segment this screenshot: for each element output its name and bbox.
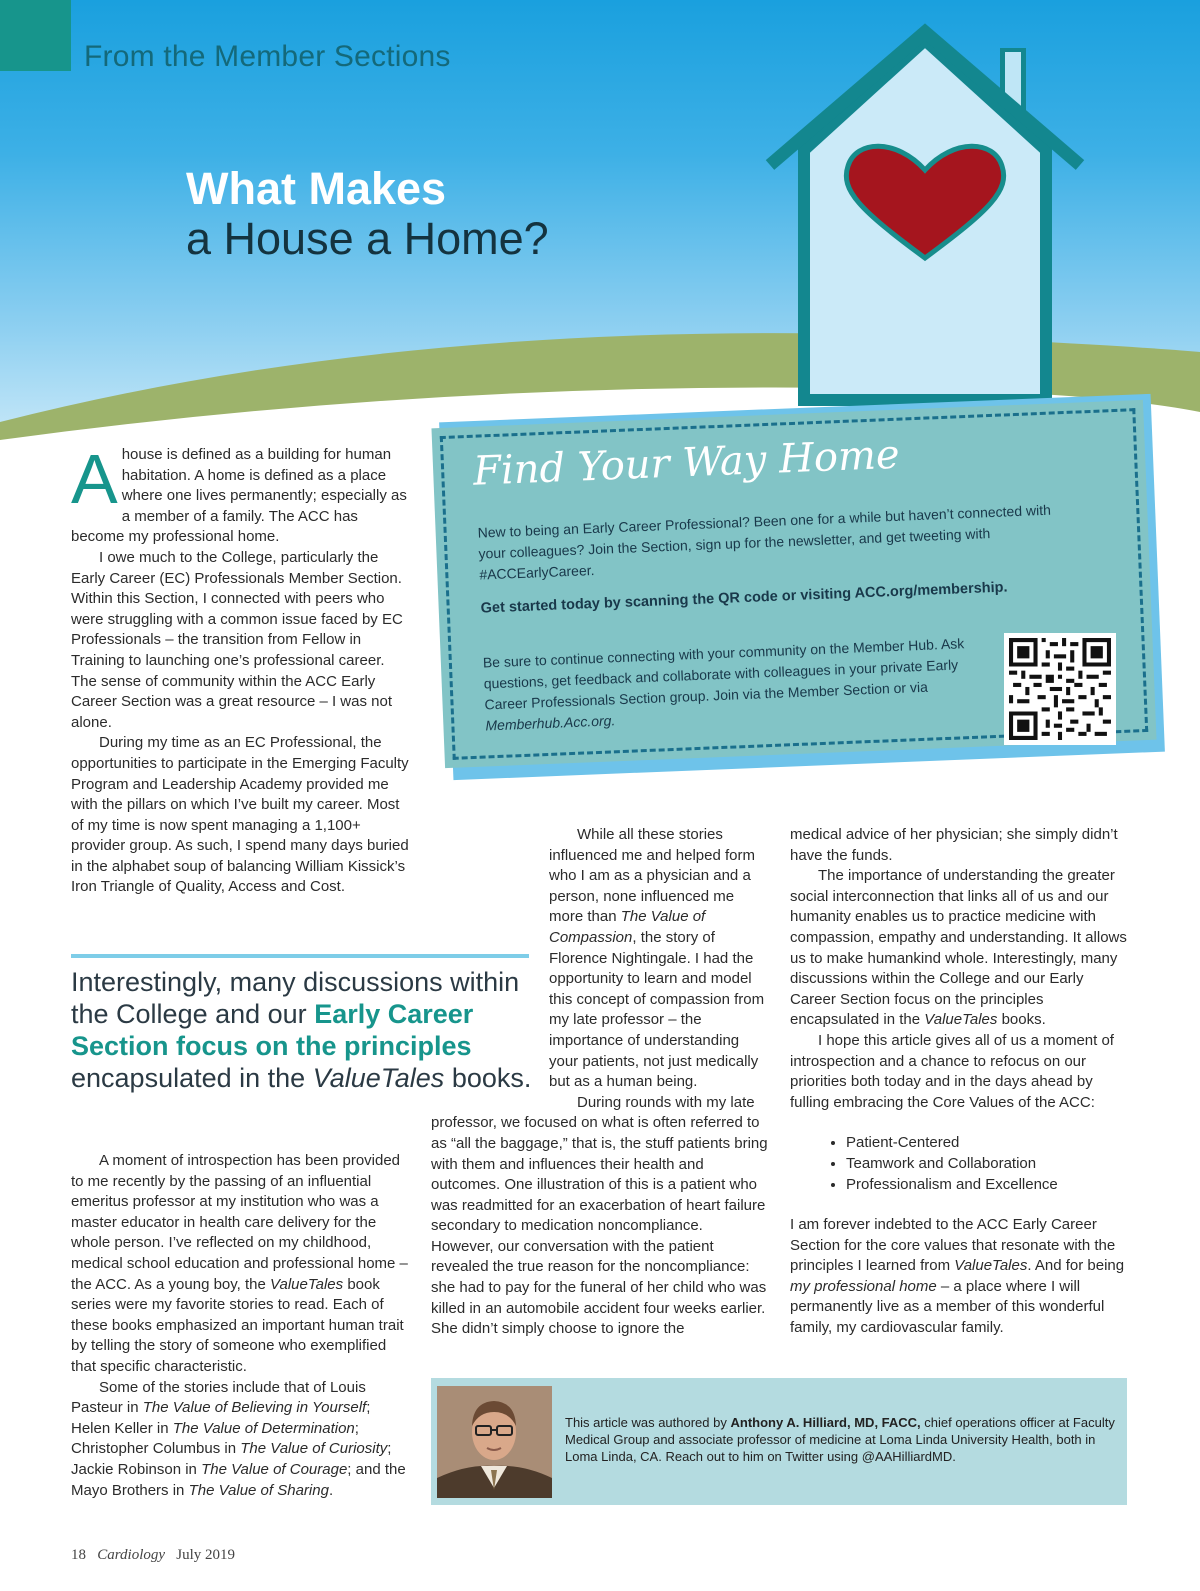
magazine-name: Cardiology [97, 1547, 166, 1563]
issue-date: July 2019 [176, 1547, 236, 1563]
headline-bold: What Makes [186, 163, 447, 214]
col3-p4-b: ValueTales [954, 1257, 1028, 1275]
col1-p5-c: ; Helen Keller in [71, 1399, 371, 1437]
col2-p2-a: During rounds with my late professor, we focused on what is often referred to as “all the baggage,” that is, the stuff patients bring with [431, 1093, 768, 1173]
col1-p5-e: ; Christopher Columbus in [71, 1419, 359, 1458]
list-item: • Teamwork and Collaboration [846, 1154, 1130, 1175]
col1-p5-i: ; and the Mayo Brothers in [71, 1460, 406, 1499]
folio [71, 1547, 235, 1564]
col1-p5-g: ; Jackie Robinson in [71, 1440, 392, 1478]
card-cta: Get started today by scanning the QR code or visiting ACC.org/membership. [480, 579, 1008, 617]
col1-p4-end: book series were my favorite stories to read. Each of these books emphasized an important human trait by telling the story of someone who exemplified that specific characteristic. [71, 1275, 404, 1375]
col3-p2-c: books. [1001, 1011, 1046, 1029]
col1-p5-k: . [328, 1481, 334, 1499]
qr-code-icon [1009, 638, 1111, 740]
author-name: Anthony A. Hilliard, MD, FACC, [730, 1415, 921, 1430]
core-values-list [790, 1133, 1130, 1195]
pullquote-highlight: Early Career Section focus on the principles [71, 999, 474, 1061]
card-member-hub-text: Be sure to continue connecting with your community on the Member Hub. Ask questions, get feedback and collaborate with colleagues in your private Early Career Professionals Section group. Join via the Member Section or via [482, 635, 965, 713]
col1-paragraph-5 [71, 1378, 411, 1502]
author-photo [437, 1386, 552, 1498]
col2-p1-a: While all these stories influenced me and helped form who I am as a physician and a person, none influenced me more than [549, 826, 755, 926]
col3-p4-e: – a place where I will permanently live as a member of this wonderful family, my cardiovascular family. [790, 1277, 1105, 1337]
pullquote-part-a: Interestingly, many discussions within the College and our [71, 967, 520, 1029]
col3-p2-b: ValueTales [924, 1011, 998, 1029]
column-1-bottom [71, 1151, 411, 1501]
pullquote-part-c: encapsulated in the [71, 1063, 306, 1093]
col2-p1-c: of Compassion [549, 908, 706, 946]
card-title: Find Your Way Home [472, 431, 901, 495]
pullquote-wrap-space [431, 825, 549, 1111]
col1-p5-h: The Value of Courage [201, 1460, 348, 1478]
col3-paragraph-1: medical advice of her physician; she simply didn’t have the funds. [790, 826, 1118, 864]
col1-p5-j: The Value of Sharing [188, 1481, 329, 1499]
col2-p2-b: them and influences their health and outcomes. One illustration of this is a patient who was readmitted for an exacerbation of heart failure secondary to medication noncompliance. However, our conversation with the patient revealed the true reason for the noncompliance: she had to pay for the funeral of her child who was killed in an automobile accident four weeks earlier. She didn’t simply choose to ignore the [431, 1155, 767, 1338]
bio-details: chief operations officer at Faculty Medical Group and associate professor of medicine at Loma Linda University Health, both in Loma Linda, CA. Reach out to him on Twitter using @AAHilliardMD. [565, 1415, 1115, 1464]
col1-p5-f: The Value of Curiosity [240, 1440, 388, 1458]
col3-p4-a: I am forever indebted to the ACC Early Career Section for the core values that resonate with the principles I learned from [790, 1216, 1116, 1275]
pullquote-part-e: books. [451, 1063, 532, 1093]
page-number: 18 [71, 1547, 86, 1563]
col2-paragraph-2 [431, 1093, 769, 1340]
col1-p4-italic: ValueTales [270, 1275, 344, 1293]
list-item: • Professionalism and Excellence [846, 1175, 1130, 1196]
drop-cap: A [71, 440, 118, 518]
col1-p5-a: Some of the stories include that of Louis Pasteur in [71, 1378, 366, 1417]
pullquote-valuetales: ValueTales [312, 1063, 445, 1093]
section-marker [0, 0, 71, 71]
col3-paragraph-4 [790, 1215, 1130, 1339]
col1-paragraph-2: I owe much to the College, particularly the Early Career (EC) Professionals Member Section. Within this Section, I connected with peers who were struggling with a common issue faced by EC Professionals – the transition from Fellow in Training to launching one’s professional career. The sense of community within the ACC Early Career Section was a great resource – I was not alone. [71, 548, 403, 731]
section-label: From the Member Sections [84, 40, 451, 73]
col1-p5-b: The Value of Believing in Yourself [142, 1399, 367, 1417]
col3-p4-c: . And for being [1027, 1257, 1125, 1275]
col2-p1-d: , the story of Florence Nightingale. I had the opportunity to learn and model this concept of compassion from my late professor – the importance of understanding your patients, not just medically but as a human being. [549, 928, 765, 1091]
column-2 [431, 825, 769, 1340]
col1-paragraph-3: During my time as an EC Professional, the opportunities to participate in the Emerging Faculty Program and Leadership Academy provided me with the pillars on which I’ve built my career. Most of my time is now spent managing a 1,100+ provider group. As such, I spend many days buried in the alphabet soup of balancing William Kissick’s Iron Triangle of Quality, Access and Cost. [71, 734, 409, 896]
qr-code[interactable] [1004, 633, 1116, 745]
col3-p4-d: my professional home [790, 1277, 937, 1295]
col1-paragraph-1: house is defined as a building for human habitation. A home is defined as a place where one lives permanently; especially as a member of a family. The ACC has become my professional home. [71, 446, 407, 546]
list-item: • Patient-Centered [846, 1133, 1130, 1154]
col3-paragraph-2 [790, 866, 1130, 1031]
col1-paragraph-4 [71, 1151, 411, 1378]
card-intro: New to being an Early Career Professional? Been one for a while but haven’t connected with your colleagues? Join the Section, sign up for the newsletter, and get tweeting with #ACCEarlyCareer. [477, 501, 1052, 583]
bio-intro: This article was authored by [565, 1415, 727, 1430]
column-3 [790, 825, 1130, 1339]
col3-paragraph-3: I hope this article gives all of us a moment of introspection and a chance to refocus on our priorities both today and in the days ahead by fulling embracing the Core Values of the ACC: [790, 1031, 1114, 1111]
col1-p5-d: The Value of Determination [172, 1419, 355, 1437]
col1-p4-text: A moment of introspection has been provided to me recently by the passing of an influential emeritus professor at my institution who was a master educator in health care delivery for the whole person. I’ve reflected on my childhood, medical school education and professional home – the ACC. As a young boy, the [71, 1152, 408, 1293]
headline-regular: a House a Home? [186, 213, 549, 264]
col2-p1-b: The Value [620, 908, 689, 926]
memberhub-link[interactable]: Memberhub.Acc.org. [485, 712, 616, 734]
column-1-top [71, 440, 411, 898]
col3-p2-a: The importance of understanding the greater social interconnection that links all of us and our humanity enables us to practice medicine with compassion, empathy and understanding. It allows us to make humankind whole. Interestingly, many discussions within the College and our Early Career Section focus on the principles encapsulated in the [790, 867, 1127, 1029]
author-bio [565, 1414, 1125, 1465]
